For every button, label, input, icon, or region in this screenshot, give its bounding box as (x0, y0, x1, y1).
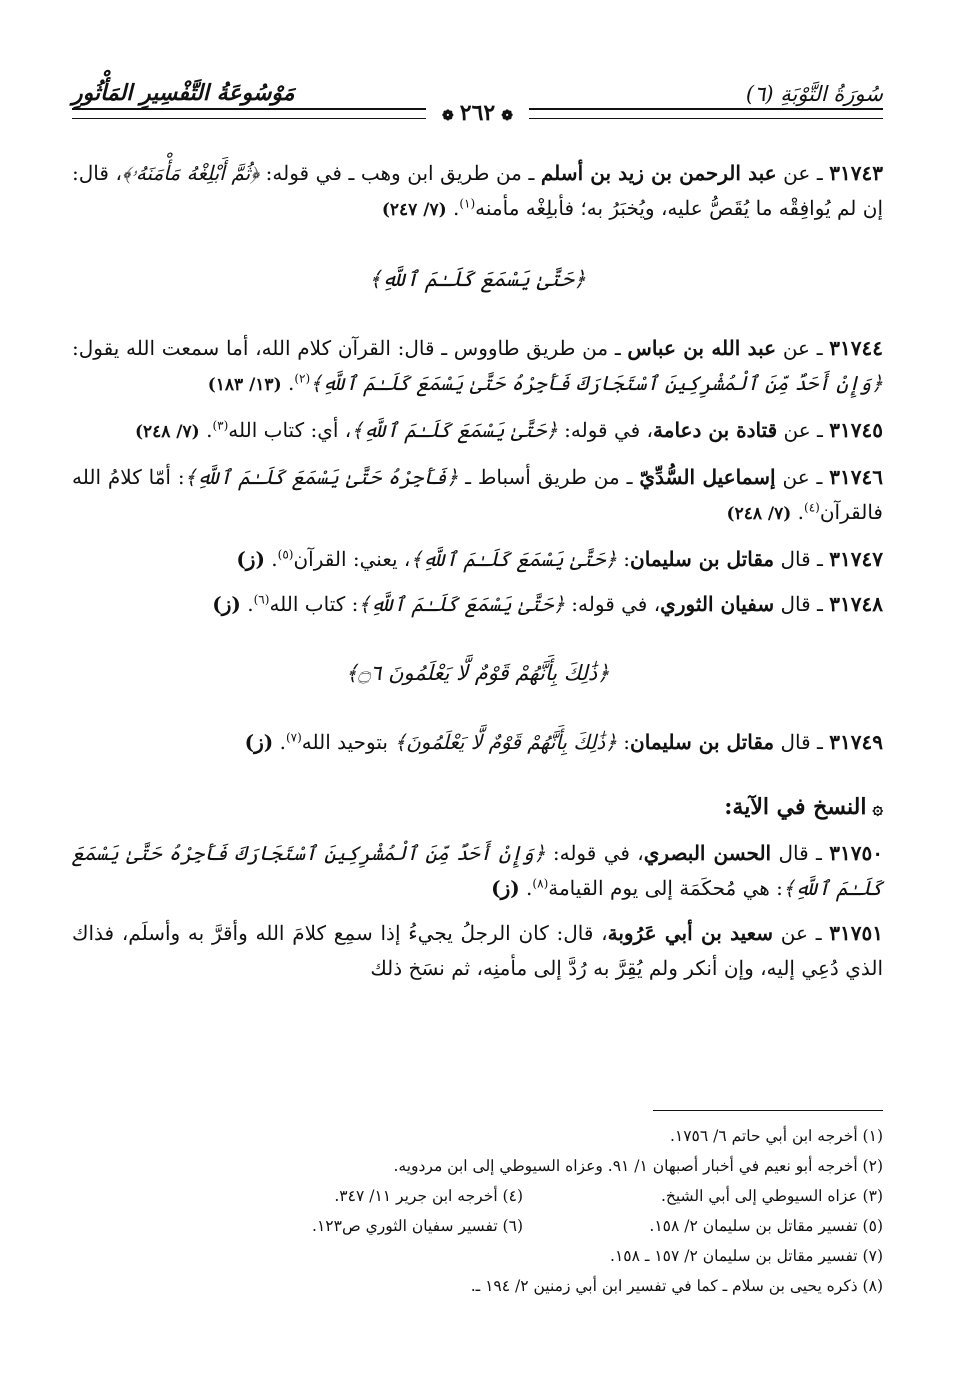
entry-punct: . (281, 371, 295, 395)
footnote-marker: (٣) (212, 418, 229, 433)
volume-reference: (٧/ ٢٤٧) (381, 200, 447, 220)
page-header (72, 70, 883, 130)
entry-text: : (616, 547, 631, 571)
entry-lead: ـ قال (774, 730, 830, 754)
entry-punct: . (273, 730, 286, 754)
section-title: النسخ في الآية: (724, 794, 867, 820)
page-number-box (426, 100, 529, 126)
footnote-7: (٧) تفسير مقاتل بن سليمان ٢/ ١٥٧ ـ ١٥٨. (610, 1247, 883, 1265)
volume-reference: (٧/ ٢٤٨) (134, 422, 200, 442)
narrator-name: مقاتل بن سليمان (630, 547, 775, 571)
footnote-marker: (٨) (532, 876, 549, 891)
entry-number: ٣١٧٥١ (829, 921, 884, 945)
footnote-row (72, 1211, 883, 1241)
book-title: مَوْسُوعَةُ التَّفْسِيرِ المَأْثُورِ (72, 80, 295, 106)
entry-31745 (72, 413, 883, 450)
quran-quote: ﴿وَإِنْ أَحَدٌ مِّنَ ٱلْمُشْرِكِينَ ٱسْتَجَارَكَ فَأَجِرْهُ حَتَّىٰ يَسْمَعَ كَلَـٰمَ ٱللَّهِ﴾ (72, 841, 883, 900)
entry-31748 (72, 587, 883, 622)
entry-31747 (72, 542, 883, 577)
entry-punct: . (264, 547, 278, 571)
quran-quote: ﴿ثُمَّ أَبْلِغْهُ مَأْمَنَهُۥ﴾ (121, 161, 260, 185)
footnotes (72, 1110, 883, 1301)
entry-lead: ـ عن (776, 336, 830, 360)
footnote-marker: (٦) (253, 592, 270, 607)
entry-lead: ـ قال (771, 841, 830, 865)
entry-lead: ـ عن (773, 921, 830, 945)
surah-label: سُورَةُ التَّوْبَةِ (٦) (745, 82, 883, 106)
entry-number: ٣١٧٤٥ (829, 418, 883, 442)
footnote-1: (١) أخرجه ابن أبي حاتم ٦/ ١٧٥٦. (669, 1127, 883, 1145)
quran-quote: ﴿فَأَجِرْهُ حَتَّىٰ يَسْمَعَ كَلَـٰمَ ٱللَّهِ﴾ (184, 465, 459, 489)
volume-reference: (٧/ ٢٤٨) (726, 504, 792, 524)
entry-lead: ـ عن (777, 418, 830, 442)
source-code: (ز) (491, 876, 520, 900)
entry-text: ، في قوله: (557, 418, 654, 442)
entry-text: : (616, 730, 631, 754)
narrator-name: سفيان الثوري (660, 592, 775, 616)
entry-text: ـ من طريق أسباط ـ (458, 465, 640, 489)
entry-text: ، في قوله: (564, 592, 661, 616)
page-number: ٢٦٢ (459, 100, 496, 126)
quran-quote: ﴿وَإِنْ أَحَدٌ مِّنَ ٱلْمُشْرِكِينَ ٱسْتَجَارَكَ فَأَجِرْهُ حَتَّىٰ يَسْمَعَ كَلَـٰمَ ٱللَّهِ﴾ (310, 371, 883, 395)
quran-quote: ﴿ذَٰلِكَ بِأَنَّهُمْ قَوْمٌ لَّا يَعْلَمُونَ﴾ (394, 730, 617, 754)
volume-reference: (١٣/ ١٨٣) (207, 375, 282, 395)
entry-punct: . (446, 196, 460, 220)
quran-quote: ﴿حَتَّىٰ يَسْمَعَ كَلَـٰمَ ٱللَّهِ﴾ (351, 418, 558, 442)
ornament-right-icon: ❁ (501, 108, 513, 124)
narrator-name: قتادة بن دعامة (653, 418, 778, 442)
footnote-4: (٤) أخرجه ابن جرير ١١/ ٣٤٧. (334, 1187, 523, 1205)
entry-text: ، قال: كان الرجلُ يجيءُ إذا سمِع كلامَ الله وأقرَّ به وأسلَم، فذاك الذي دُعِي إليه، وإن أنكر ولم يُقِرَّ به رُدَّ إلى مأمنِه، ثم نسَخ ذلك (72, 921, 883, 980)
entry-number: ٣١٧٤٦ (829, 465, 883, 489)
footnote-marker: (٥) (277, 547, 294, 562)
source-code: (ز) (212, 592, 241, 616)
entry-number: ٣١٧٥٠ (829, 841, 883, 865)
entry-number: ٣١٧٤٨ (829, 592, 883, 616)
footnote-rule (653, 1110, 883, 1111)
entry-text: : هي مُحكَمَة إلى يوم القيامة (548, 876, 783, 900)
footnote-6: (٦) تفسير سفيان الثوري ص١٢٣. (312, 1217, 523, 1235)
page-number-wrap (72, 100, 883, 126)
entry-lead: ـ عن (776, 161, 830, 185)
entry-31749 (72, 725, 883, 760)
entry-text: ، أي: كتاب الله (228, 418, 352, 442)
verse-heading: ﴿ذَٰلِكَ بِأَنَّهُمْ قَوْمٌ لَّا يَعْلَمُونَ ۝٦﴾ (345, 661, 610, 685)
footnote-marker: (١) (459, 196, 476, 211)
source-code: (ز) (236, 547, 265, 571)
entry-punct: . (791, 500, 805, 524)
entry-number: ٣١٧٤٣ (829, 161, 884, 185)
entry-number: ٣١٧٤٩ (829, 730, 883, 754)
ornament-left-icon: ❁ (442, 108, 454, 124)
footnote-8: (٨) ذكره يحيى بن سلام ـ كما في تفسير ابن أبي زمنين ٢/ ١٩٤ ـ. (470, 1277, 883, 1295)
section-star-icon: ۞ (872, 798, 883, 819)
footnote-marker: (٤) (804, 500, 820, 515)
entry-31743 (72, 156, 883, 228)
document-page (72, 70, 883, 1354)
narrator-name: عبد الرحمن بن زيد بن أسلم (540, 161, 777, 185)
quran-quote: ﴿حَتَّىٰ يَسْمَعَ كَلَـٰمَ ٱللَّهِ﴾ (410, 547, 617, 571)
entry-31744 (72, 331, 883, 403)
entry-lead: ـ قال (774, 547, 830, 571)
entry-text: ـ من طريق طاووس ـ قال: القرآن كلام الله، أما سمعت الله يقول: (72, 336, 628, 360)
entry-text: : أمّا كلامُ الله فالقرآن (72, 465, 883, 524)
entry-punct: . (240, 592, 254, 616)
narrator-name: مقاتل بن سليمان (630, 730, 775, 754)
narrator-name: إسماعيل السُّدِّيّ (639, 465, 776, 489)
narrator-name: سعيد بن أبي عَرُوبة (607, 921, 774, 945)
narrator-name: عبد الله بن عباس (627, 336, 777, 360)
footnote-marker: (٢) (294, 371, 311, 386)
quran-quote: ﴿حَتَّىٰ يَسْمَعَ كَلَـٰمَ ٱللَّهِ﴾ (358, 592, 565, 616)
entry-text: ، يعني: القرآن (293, 547, 411, 571)
entry-31750 (72, 836, 883, 906)
entry-text: ، قال: إن لم يُوافِقْه ما يُقَصُّ عليه، ويُخبَرُ به؛ فأبلِغْه مأمنه (72, 161, 883, 220)
verse-heading: ﴿حَتَّىٰ يَسْمَعَ كَلَـٰمَ ٱللَّهِ﴾ (369, 267, 586, 291)
entry-text: بتوحيد الله (301, 730, 395, 754)
entry-31751 (72, 916, 883, 986)
entry-31746 (72, 460, 883, 532)
footnote-3: (٣) عزاه السيوطي إلى أبي الشيخ. (660, 1187, 883, 1205)
source-code: (ز) (244, 730, 274, 754)
entry-text: : كتاب الله (269, 592, 359, 616)
entry-text: ، في قوله: (545, 841, 644, 865)
entry-punct: . (519, 876, 533, 900)
footnote-5: (٥) تفسير مقاتل بن سليمان ٢/ ١٥٨. (649, 1217, 883, 1235)
section-heading (72, 790, 883, 826)
entry-text: ـ من طريق ابن وهب ـ في قوله: (259, 161, 541, 185)
main-text (72, 156, 883, 986)
entry-punct: . (199, 418, 213, 442)
entry-number: ٣١٧٤٤ (829, 336, 883, 360)
footnote-marker: (٧) (285, 730, 302, 745)
entry-number: ٣١٧٤٧ (829, 547, 883, 571)
narrator-name: الحسن البصري (643, 841, 772, 865)
entry-lead: ـ عن (775, 465, 830, 489)
footnote-row (72, 1181, 883, 1211)
footnote-2: (٢) أخرجه أبو نعيم في أخبار أصبهان ١/ ٩١. وعزاه السيوطي إلى ابن مردويه. (393, 1157, 883, 1175)
entry-lead: ـ قال (774, 592, 830, 616)
